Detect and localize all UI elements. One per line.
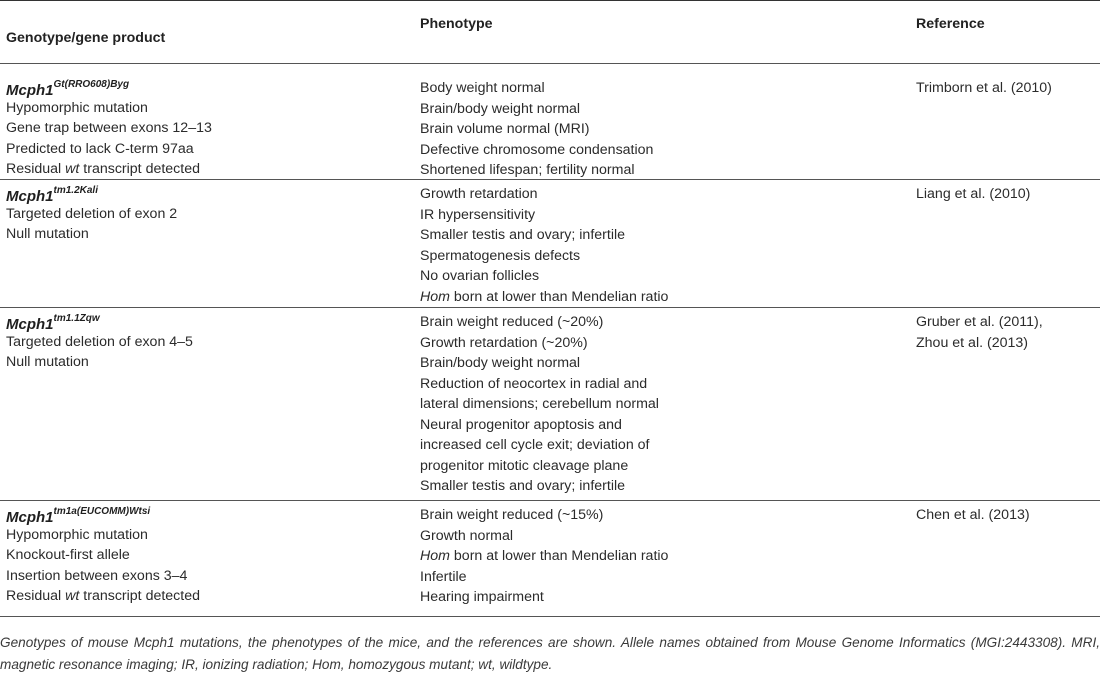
row-divider [0,179,1100,180]
cell-line: Gruber et al. (2011), [916,314,1043,330]
table-caption: Genotypes of mouse Mcph1 mutations, the phenotypes of the mice, and the references are shown. Allele names obtained from Mouse Genome Informatics (MGI:2443308). MRI, magnetic resonance imaging; IR, ionizing radiation; Hom, homozygous mutant; wt, wildtype. [0,635,1100,672]
header-rule [0,63,1100,64]
phenotype-cell [420,78,653,181]
cell-line: Brain weight reduced (~20%) [420,314,604,330]
cell-line [6,586,200,607]
italic-term: wt [65,588,80,604]
cell-line: Defective chromosome condensation [420,141,654,158]
gene-symbol: Mcph1 [6,509,54,526]
cell-line: Growth retardation (~20%) [420,334,588,351]
allele-superscript: tm1a(EUCOMM)Wtsi [53,506,151,517]
cell-text: born at lower than Mendelian ratio [449,288,669,305]
allele-superscript: tm1.1Zqw [53,313,100,324]
phenotype-cell [420,312,659,497]
genotype-cell [6,504,200,607]
reference-cell [916,505,1030,526]
cell-line: Brain/body weight normal [420,355,581,371]
cell-line: Knockout-first allele [6,547,130,563]
header-genotype: Genotype/gene product [6,30,166,46]
italic-term: Hom [420,548,450,564]
allele-name [6,504,200,525]
allele-name [6,183,177,204]
phenotype-cell [420,505,668,608]
cell-line: Smaller testis and ovary; infertile [420,478,626,494]
cell-line [420,287,668,308]
cell-line: Null mutation [6,354,89,370]
gene-symbol: Mcph1 [6,188,54,205]
cell-line: Zhou et al. (2013) [916,334,1028,351]
row-divider [0,500,1100,501]
cell-line: Brain/body weight normal [420,100,581,117]
cell-line: Insertion between exons 3–4 [6,567,188,584]
gene-symbol: Mcph1 [6,82,54,99]
cell-text: transcript detected [79,588,200,604]
top-rule [0,0,1100,1]
cell-line: Infertile [420,568,467,585]
cell-line: Growth retardation [420,186,538,202]
cell-line: Growth normal [420,527,514,544]
genotype-cell [6,183,177,245]
allele-superscript: Gt(RRO608)Byg [53,79,130,90]
cell-line: Hypomorphic mutation [6,99,148,116]
phenotype-cell [420,184,668,307]
cell-line: progenitor mitotic cleavage plane [420,457,629,474]
gene-symbol: Mcph1 [6,316,54,333]
header-phenotype: Phenotype [420,16,493,32]
cell-line: Reduction of neocortex in radial and [420,375,648,392]
bottom-rule [0,616,1100,617]
cell-text: Residual [6,588,66,604]
genotype-cell [6,311,193,373]
italic-term: wt [65,161,80,177]
cell-line: increased cell cycle exit; deviation of [420,437,650,453]
header-reference: Reference [916,16,985,32]
allele-name [6,77,212,98]
genotype-cell [6,77,212,180]
cell-line [6,159,212,180]
reference-cell [916,184,1030,205]
allele-name [6,311,193,332]
cell-line: Targeted deletion of exon 2 [6,205,178,222]
cell-line: Body weight normal [420,80,545,96]
cell-line: Targeted deletion of exon 4–5 [6,333,193,350]
cell-line: Hypomorphic mutation [6,526,148,543]
cell-line: Smaller testis and ovary; infertile [420,227,626,243]
row-divider [0,307,1100,308]
cell-line: IR hypersensitivity [420,206,536,223]
cell-line: lateral dimensions; cerebellum normal [420,396,659,412]
cell-line: Brain weight reduced (~15%) [420,507,604,523]
reference-cell [916,312,1043,353]
reference-cell [916,78,1052,99]
cell-line: Shortened lifespan; fertility normal [420,162,635,178]
allele-superscript: tm1.2Kali [53,185,98,196]
cell-text: transcript detected [79,161,200,177]
cell-line: Trimborn et al. (2010) [916,80,1052,96]
cell-line: Chen et al. (2013) [916,507,1030,523]
cell-line: Neural progenitor apoptosis and [420,416,622,433]
cell-line: Null mutation [6,226,89,242]
cell-line: No ovarian follicles [420,268,540,284]
cell-line: Hearing impairment [420,589,544,605]
cell-line: Gene trap between exons 12–13 [6,120,212,136]
cell-line [420,546,668,567]
italic-term: Hom [420,288,450,305]
cell-text: born at lower than Mendelian ratio [449,548,669,564]
cell-line: Liang et al. (2010) [916,186,1031,202]
cell-text: Residual [6,161,66,177]
cell-line: Spermatogenesis defects [420,247,581,264]
cell-line: Predicted to lack C-term 97aa [6,140,194,157]
cell-line: Brain volume normal (MRI) [420,121,590,137]
